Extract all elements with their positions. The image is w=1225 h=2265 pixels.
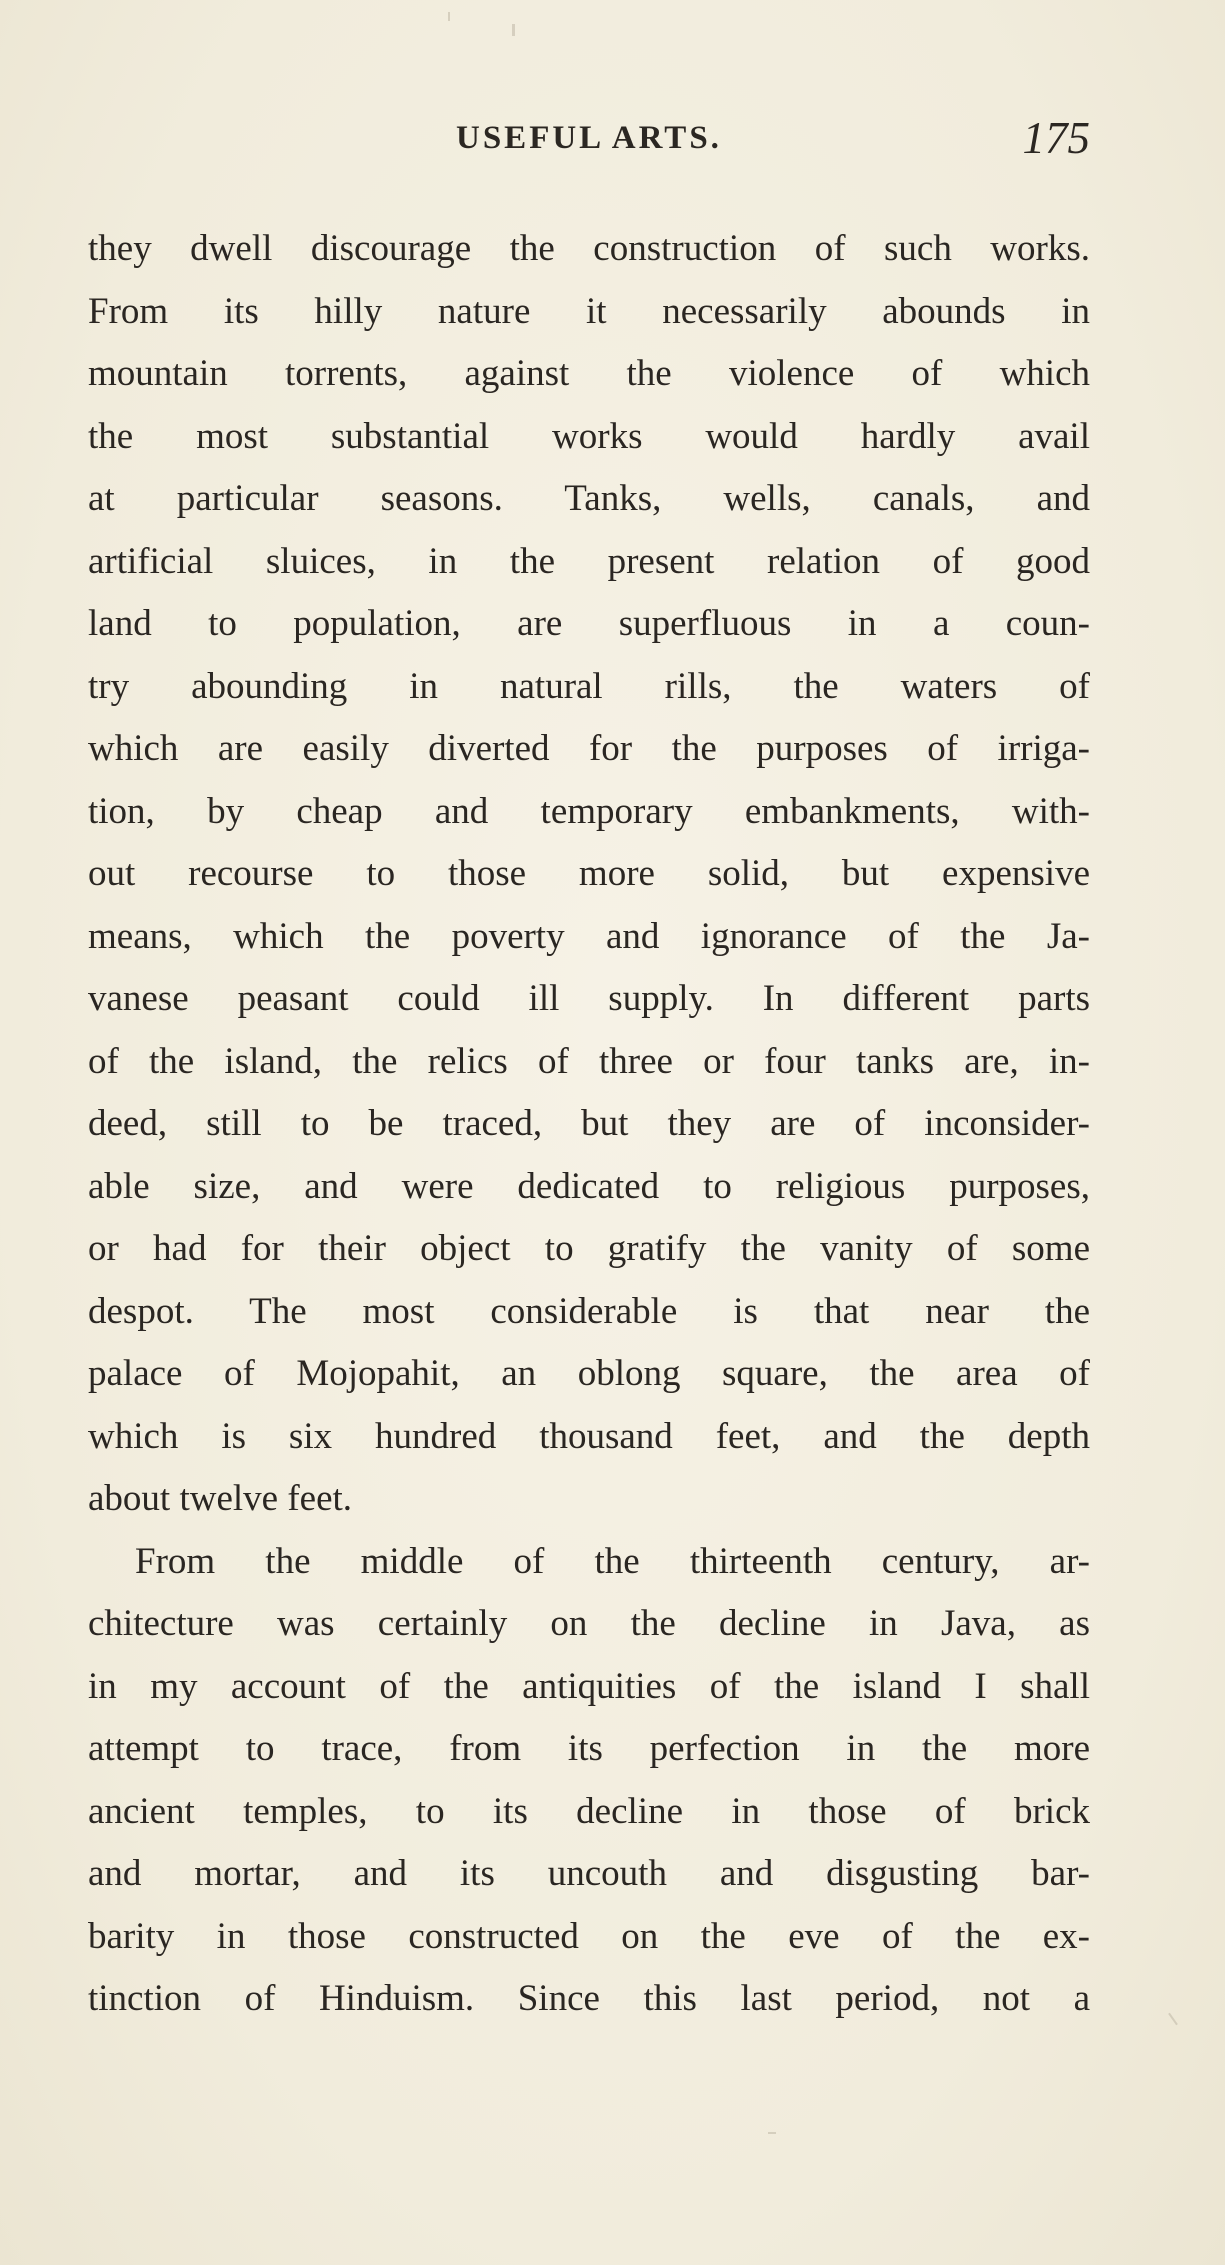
text-line: ancient temples, to its decline in those of brick bbox=[88, 1790, 1090, 1832]
text-line: or had for their object to gratify the vanity of some bbox=[88, 1228, 1090, 1269]
text-line: palace of Mojopahit, an oblong square, the area of bbox=[88, 1353, 1090, 1394]
paragraph-start-line: From the middle of the thirteenth century, ar- bbox=[135, 1540, 1090, 1582]
body-text bbox=[88, 218, 1090, 2031]
text-line: in my account of the antiquities of the island I shall bbox=[88, 1665, 1090, 1707]
text-line: of the island, the relics of three or four tanks are, in- bbox=[88, 1040, 1090, 1082]
text-line: From its hilly nature it necessarily abounds in bbox=[88, 290, 1090, 332]
text-line: barity in those constructed on the eve of the ex- bbox=[88, 1915, 1090, 1957]
running-head: USEFUL ARTS. bbox=[456, 120, 722, 156]
paper-speck bbox=[768, 2132, 776, 2134]
text-line: tinction of Hinduism. Since this last period, not a bbox=[88, 1978, 1090, 2019]
paragraph-end-line: about twelve feet. bbox=[88, 1478, 353, 1519]
paper-speck bbox=[1168, 2013, 1178, 2026]
text-line: chitecture was certainly on the decline in Java, as bbox=[88, 1603, 1090, 1644]
text-line: deed, still to be traced, but they are of inconsider- bbox=[88, 1103, 1090, 1144]
text-line: artificial sluices, in the present relation of good bbox=[88, 540, 1090, 582]
text-line: tion, by cheap and temporary embankments, with- bbox=[88, 790, 1090, 832]
text-line: try abounding in natural rills, the waters of bbox=[88, 665, 1090, 707]
text-line: land to population, are superfluous in a coun- bbox=[88, 603, 1090, 644]
page-number: 175 bbox=[1022, 113, 1090, 163]
text-line: which is six hundred thousand feet, and the depth bbox=[88, 1415, 1090, 1457]
text-line: despot. The most considerable is that near the bbox=[88, 1290, 1090, 1332]
text-line: means, which the poverty and ignorance of the Ja- bbox=[88, 915, 1090, 957]
page-header bbox=[88, 112, 1090, 162]
text-line: able size, and were dedicated to religious purposes, bbox=[88, 1165, 1090, 1207]
text-line: and mortar, and its uncouth and disgusting bar- bbox=[88, 1853, 1090, 1894]
text-line: which are easily diverted for the purposes of irriga- bbox=[88, 728, 1090, 769]
text-line: they dwell discourage the construction of such works. bbox=[88, 228, 1090, 269]
text-line: attempt to trace, from its perfection in the more bbox=[88, 1728, 1090, 1769]
text-line: mountain torrents, against the violence of which bbox=[88, 353, 1090, 394]
paper-speck bbox=[512, 24, 515, 36]
text-line: at particular seasons. Tanks, wells, canals, and bbox=[88, 478, 1090, 519]
text-line: out recourse to those more solid, but expensive bbox=[88, 853, 1090, 894]
paper-speck bbox=[448, 12, 450, 21]
text-line: the most substantial works would hardly avail bbox=[88, 415, 1090, 457]
text-line: vanese peasant could ill supply. In different parts bbox=[88, 978, 1090, 1019]
